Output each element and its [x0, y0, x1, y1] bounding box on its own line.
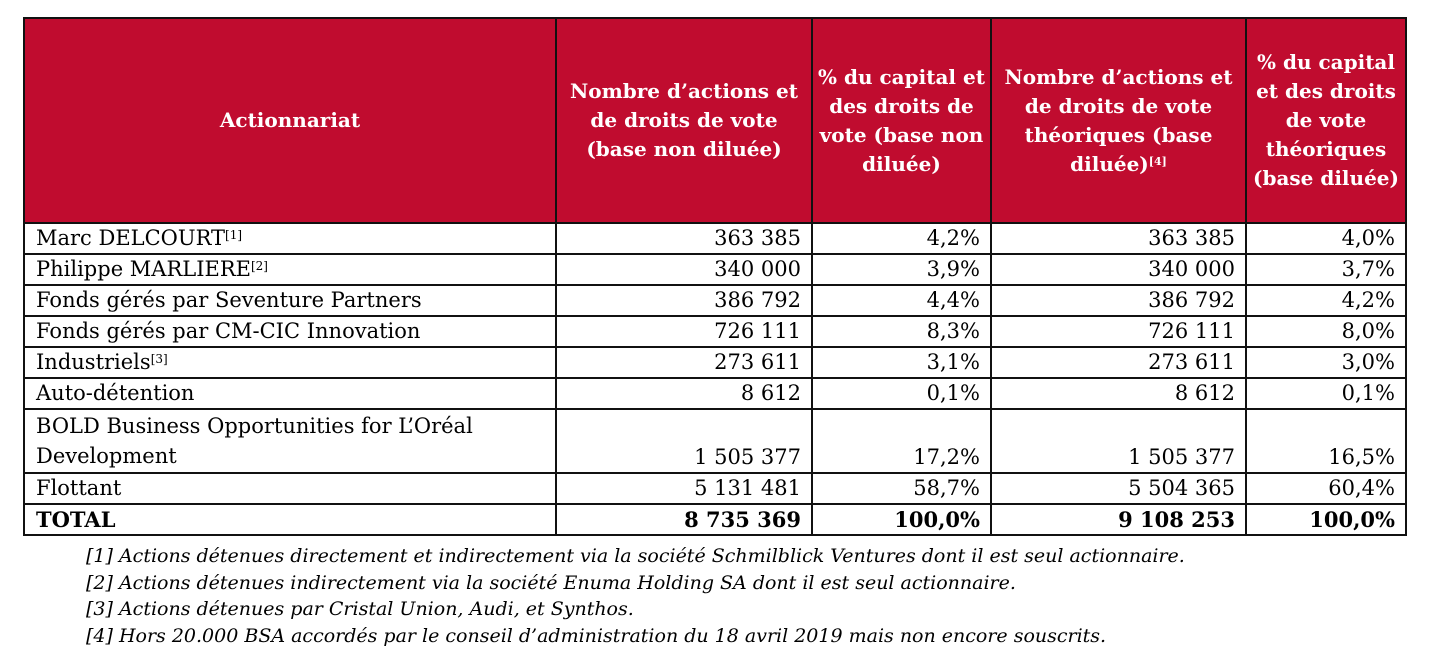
cell-shares: 1 505 377	[556, 409, 812, 473]
cell-pct-diluted: 3,7%	[1246, 254, 1406, 285]
cell-shares-diluted: 726 111	[991, 316, 1246, 347]
cell-pct: 3,1%	[812, 347, 991, 378]
table-row	[24, 347, 1406, 378]
header-shares-diluted: Nombre d’actions et de droits de vote théoriques (base diluée)[4]	[991, 18, 1246, 223]
cell-pct-diluted: 4,0%	[1246, 223, 1406, 254]
cell-total-shares-diluted: 9 108 253	[991, 504, 1246, 535]
cell-name: Fonds gérés par CM-CIC Innovation	[24, 316, 556, 347]
cell-pct: 0,1%	[812, 378, 991, 409]
cell-total-pct: 100,0%	[812, 504, 991, 535]
cell-shares: 5 131 481	[556, 473, 812, 504]
footnote-ref: [3]	[150, 352, 168, 366]
cell-shares-diluted: 5 504 365	[991, 473, 1246, 504]
cell-pct: 3,9%	[812, 254, 991, 285]
cell-total-shares: 8 735 369	[556, 504, 812, 535]
footnote-3: [3] Actions détenues par Cristal Union, Audi, et Synthos.	[86, 598, 634, 620]
cell-shares-diluted: 340 000	[991, 254, 1246, 285]
cell-pct-diluted: 0,1%	[1246, 378, 1406, 409]
cell-name: Industriels[3]	[24, 347, 556, 378]
cell-pct: 4,4%	[812, 285, 991, 316]
shareholder-table	[23, 17, 1407, 536]
table-row	[24, 378, 1406, 409]
cell-shares: 363 385	[556, 223, 812, 254]
header-shares: Nombre d’actions et de droits de vote (base non diluée)	[556, 18, 812, 223]
table-row	[24, 409, 1406, 473]
header-pct: % du capital et des droits de vote (base non diluée)	[812, 18, 991, 223]
table-row	[24, 223, 1406, 254]
header-row	[24, 18, 1406, 223]
cell-pct: 4,2%	[812, 223, 991, 254]
cell-shares-diluted: 1 505 377	[991, 409, 1246, 473]
footnotes	[86, 543, 1185, 649]
cell-shares-diluted: 363 385	[991, 223, 1246, 254]
cell-name: Philippe MARLIERE[2]	[24, 254, 556, 285]
header-pct-diluted: % du capital et des droits de vote théoriques (base diluée)	[1246, 18, 1406, 223]
cell-total-label: TOTAL	[24, 504, 556, 535]
cell-pct-diluted: 3,0%	[1246, 347, 1406, 378]
cell-shares-diluted: 386 792	[991, 285, 1246, 316]
cell-name: Auto-détention	[24, 378, 556, 409]
cell-shares: 273 611	[556, 347, 812, 378]
cell-name: Fonds gérés par Seventure Partners	[24, 285, 556, 316]
cell-pct-diluted: 60,4%	[1246, 473, 1406, 504]
cell-shares: 726 111	[556, 316, 812, 347]
cell-name: Marc DELCOURT[1]	[24, 223, 556, 254]
table-row	[24, 473, 1406, 504]
table-row	[24, 316, 1406, 347]
footnote-ref: [1]	[225, 228, 243, 242]
cell-shares: 8 612	[556, 378, 812, 409]
cell-pct: 17,2%	[812, 409, 991, 473]
header-shareholders: Actionnariat	[24, 18, 556, 223]
cell-shares-diluted: 273 611	[991, 347, 1246, 378]
total-row	[24, 504, 1406, 535]
table-row	[24, 285, 1406, 316]
cell-shares: 340 000	[556, 254, 812, 285]
cell-name: Flottant	[24, 473, 556, 504]
footnote-4: [4] Hors 20.000 BSA accordés par le conseil d’administration du 18 avril 2019 mais non encore souscrits.	[86, 624, 1107, 647]
cell-name: BOLD Business Opportunities for L’Oréal Development	[24, 409, 556, 473]
cell-pct-diluted: 4,2%	[1246, 285, 1406, 316]
cell-shares-diluted: 8 612	[991, 378, 1246, 409]
cell-shares: 386 792	[556, 285, 812, 316]
table-row	[24, 254, 1406, 285]
header-footnote-ref: [4]	[1148, 154, 1167, 168]
cell-pct: 58,7%	[812, 473, 991, 504]
cell-pct-diluted: 8,0%	[1246, 316, 1406, 347]
footnote-1: [1] Actions détenues directement et indirectement via la société Schmilblick Ventures dont il est seul actionnaire.	[86, 545, 1185, 567]
cell-total-pct-diluted: 100,0%	[1246, 504, 1406, 535]
footnote-ref: [2]	[250, 259, 268, 273]
cell-pct: 8,3%	[812, 316, 991, 347]
cell-pct-diluted: 16,5%	[1246, 409, 1406, 473]
footnote-2: [2] Actions détenues indirectement via la société Enuma Holding SA dont il est seul actionnaire.	[86, 571, 1016, 594]
